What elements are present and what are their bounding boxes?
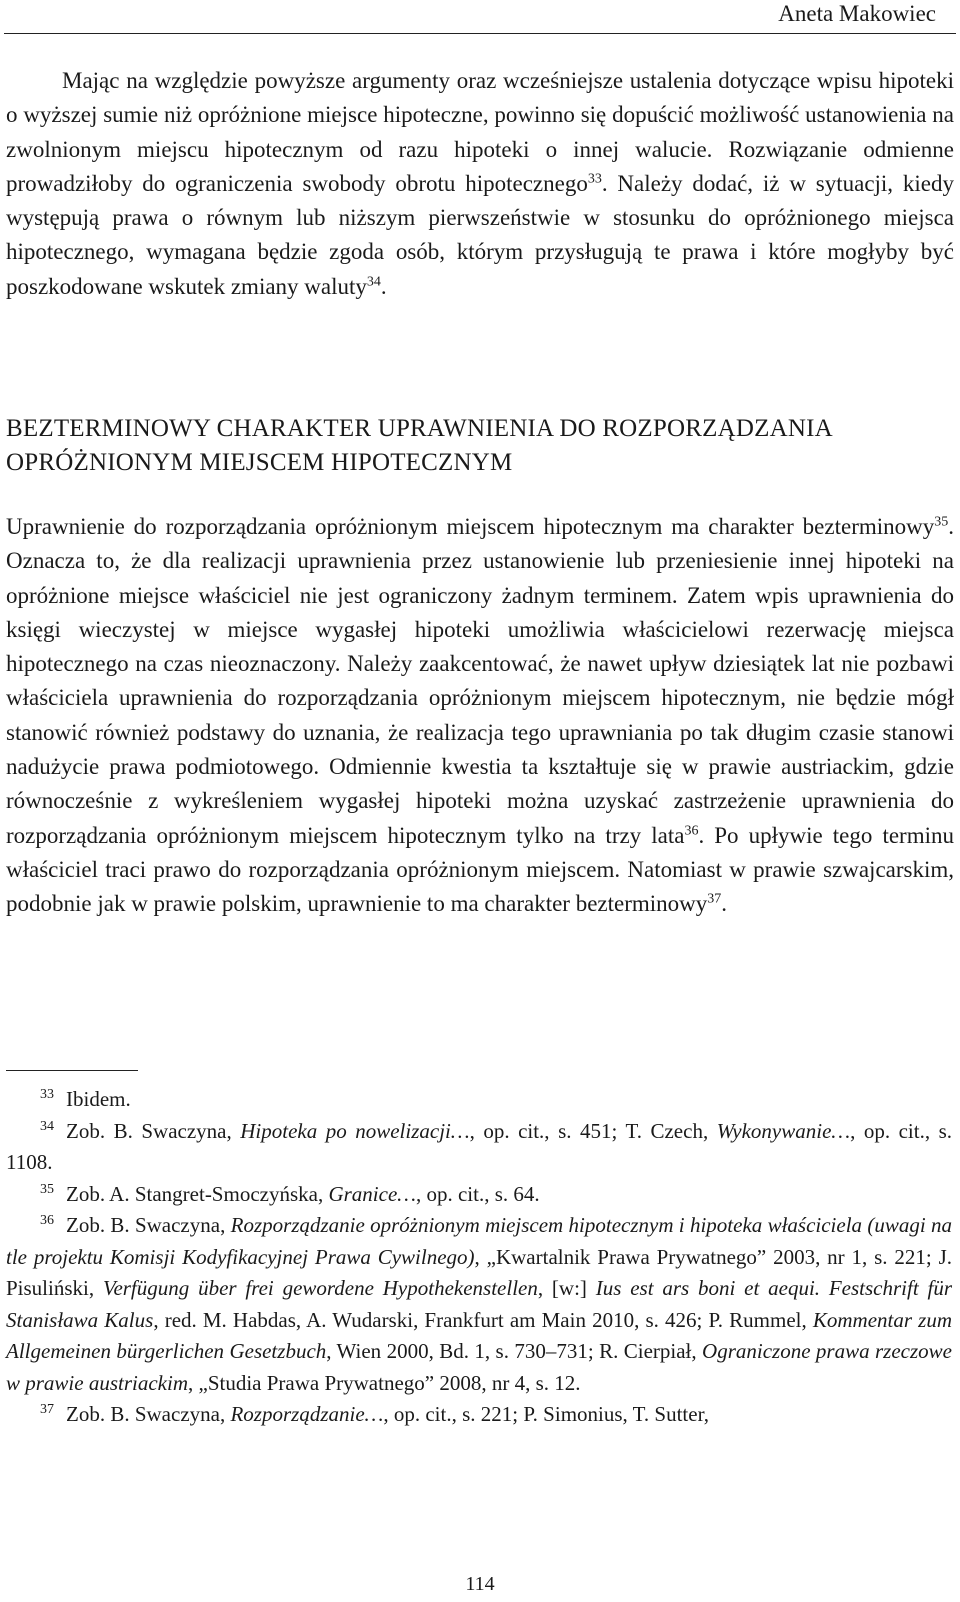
header-rule xyxy=(4,33,956,34)
footnote-number: 37 xyxy=(40,1402,54,1417)
footnotes xyxy=(6,1084,952,1431)
footnote-34 xyxy=(6,1116,952,1179)
footnote-text: Zob. B. Swaczyna, xyxy=(66,1402,231,1426)
paragraph-1-text-a: Mając na względzie powyższe argumenty oraz wcześniejsze ustalenia dotyczące wpisu hipoteki o wyższej sumie niż opróżnione miejsce hipoteczne, powinno się dopuścić możliwość ustanowienia na zwolnionym miejscu hipotecznym od razu hipoteki o innej walucie. Rozwiązanie odmienne prowadziłoby do ograniczenia swobody obrotu hipotecznego xyxy=(6,68,954,196)
footnote-number: 34 xyxy=(40,1118,54,1134)
paragraph-2 xyxy=(6,510,954,922)
footnote-33 xyxy=(6,1084,952,1116)
footnote-number-wrap xyxy=(6,1179,54,1211)
paragraph-1-text-b: . Należy dodać, iż w sytuacji, kiedy występują prawa o równym lub niższym pierwszeństwie w stosunku do opróżnionego miejsca hipotecznego, wymagana będzie zgoda osób, którym przysługują te prawa i które mogłyby być poszkodowane wskutek zmiany waluty xyxy=(6,170,954,299)
footnote-ref-37[interactable]: 37 xyxy=(707,891,722,907)
footnote-36 xyxy=(6,1210,952,1399)
footnote-number: 36 xyxy=(40,1213,54,1228)
footnote-number: 33 xyxy=(40,1087,54,1102)
paragraph-2-text-b: . Oznacza to, że dla realizacji uprawnienia przez ustanowienie lub przeniesienie innej hipoteki na opróżnione miejsce właściciel nie jest ograniczony żadnym terminem. Zatem wpis uprawnienia do księgi wieczystej w miejsce wygasłej hipoteki umożliwia właścicielowi rezerwację miejsca hipotecznego na czas nieoznaczony. Należy zaakcentować, że nawet upływ dziesiątek lat nie pozbawi właściciela uprawnienia do rozporządzania opróżnionym miejscem hipotecznym, nie będzie mógł stanowić również podstawy do uznania, że realizacja tego uprawniania po tak długim czasie stanowi nadużycie prawa podmiotowego. Odmiennie kwestia ta kształtuje się w prawie austriackim, gdzie równocześnie z wykreśleniem wygasłej hipoteki można uzyskać zastrzeżenie uprawnienia do rozporządzania opróżnionym miejscem hipotecznym tylko na trzy lata xyxy=(6,514,954,848)
footnote-text: , op. cit., s. 64. xyxy=(415,1181,540,1206)
footnote-title: Rozporządzanie… xyxy=(230,1402,384,1426)
footnote-35 xyxy=(6,1179,952,1211)
paragraph-1 xyxy=(6,64,954,304)
footnote-number-wrap xyxy=(6,1210,54,1242)
section-heading: BEZTERMINOWY CHARAKTER UPRAWNIENIA DO ROZPORZĄDZANIA OPRÓŻNIONYM MIEJSCEM HIPOTECZNYM xyxy=(6,415,832,476)
page-number: 114 xyxy=(465,1573,495,1595)
footnote-title: Rozporządzanie opróżnionym miejscem hipotecznym i hipoteka właściciela (uwagi na tle projektu Komisji Kodyfikacyjnej Prawa Cywilnego) xyxy=(6,1213,952,1269)
running-head: Aneta Makowiec xyxy=(778,1,936,26)
footnote-ref-33[interactable]: 33 xyxy=(587,171,602,187)
footnote-title: Hipoteka po nowelizacji… xyxy=(240,1118,470,1143)
footnote-separator xyxy=(6,1070,138,1071)
paragraph-1-text-c: . xyxy=(380,273,387,299)
footnote-ref-34[interactable]: 34 xyxy=(366,274,381,290)
footnote-title: Granice… xyxy=(328,1181,416,1206)
footnote-text: Zob. A. Stangret-Smoczyńska, xyxy=(66,1181,329,1206)
footnote-text: Ibidem. xyxy=(66,1087,131,1111)
footnote-title: Ius est ars boni et aequi. Festschrift für Stanisława Kalus xyxy=(6,1276,952,1332)
footnote-number: 35 xyxy=(40,1181,54,1197)
footnote-text: , „Kwartalnik Prawa Prywatnego” 2003, nr 1, s. 221; J. Pisuliński, xyxy=(6,1244,952,1300)
footnote-text: , red. M. Habdas, A. Wudarski, Frankfurt am Main 2010, s. 426; P. Rummel, xyxy=(153,1307,813,1332)
footnote-number-wrap xyxy=(6,1084,54,1116)
footnote-title: Verfügung über frei gewordene Hypothekenstellen xyxy=(102,1276,538,1300)
footnote-text: , „Studia Prawa Prywatnego” 2008, nr 4, s. 12. xyxy=(188,1370,581,1395)
paragraph-2-text-a: Uprawnienie do rozporządzania opróżnionym miejscem hipotecznym ma charakter bezterminowy xyxy=(6,514,935,539)
footnote-title: Kommentar zum Allgemeinen bürgerlichen Gesetzbuch xyxy=(6,1307,952,1363)
footnote-text: , op. cit., s. 451; T. Czech, xyxy=(469,1118,717,1143)
footnote-title: Ograniczone prawa rzeczowe w prawie austriackim xyxy=(6,1339,952,1395)
footnote-title: Wykonywanie… xyxy=(716,1118,851,1143)
footnote-ref-36[interactable]: 36 xyxy=(684,823,699,839)
footnote-ref-35[interactable]: 35 xyxy=(934,514,949,530)
footnote-number-wrap xyxy=(6,1116,54,1148)
footnote-text: , op. cit., s. 1108. xyxy=(6,1118,953,1174)
paragraph-2-text-c: . Po upływie tego terminu właściciel traci prawo do rozporządzania opróżnionym miejscem. Natomiast w prawie szwajcarskim, podobnie jak w prawie polskim, uprawnienie to ma charakter bezterminowy xyxy=(6,822,954,917)
footnote-text: Zob. B. Swaczyna, xyxy=(66,1118,241,1143)
footnote-text: , op. cit., s. 221; P. Simonius, T. Sutter, xyxy=(383,1402,709,1426)
footnote-text: , [w:] xyxy=(537,1276,596,1300)
paragraph-2-text-d: . xyxy=(721,891,728,917)
footnote-37 xyxy=(6,1399,952,1431)
footnote-text: Zob. B. Swaczyna, xyxy=(66,1213,231,1237)
footnote-number-wrap xyxy=(6,1399,54,1431)
footnote-text: , Wien 2000, Bd. 1, s. 730–731; R. Cierpiał, xyxy=(326,1339,703,1363)
